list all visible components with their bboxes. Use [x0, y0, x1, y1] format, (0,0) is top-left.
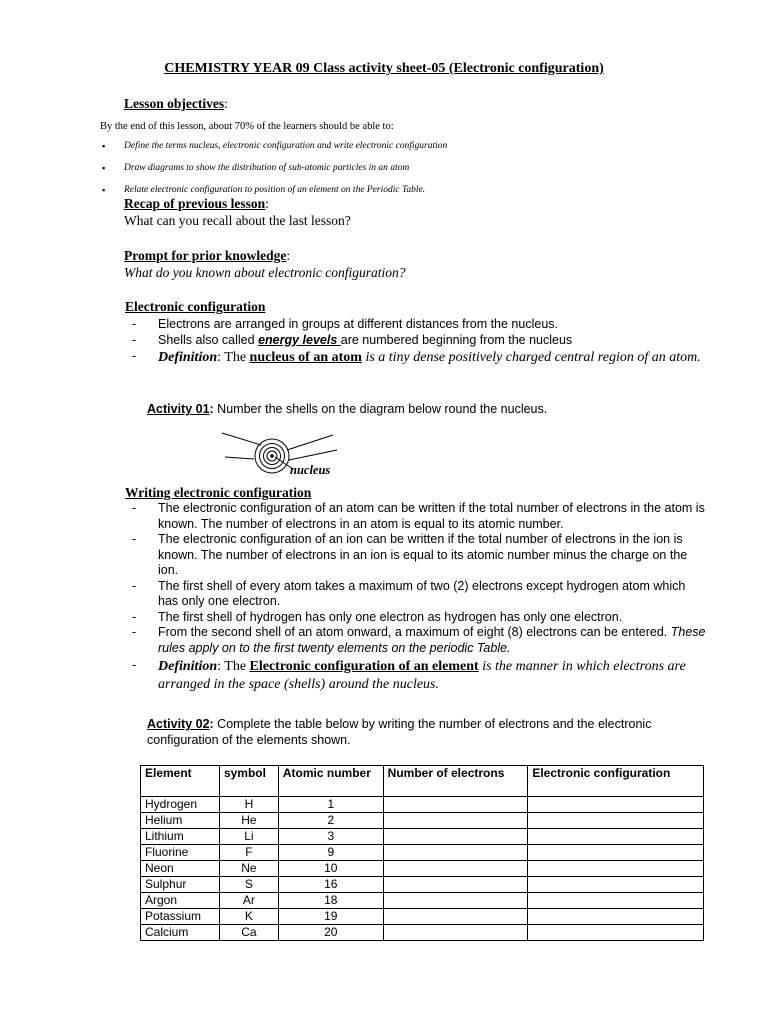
cell-number-of-electrons[interactable]	[383, 797, 528, 813]
objectives-intro: By the end of this lesson, about 70% of the learners should be able to:	[100, 121, 394, 132]
list-item: - The electronic configuration of an atom can be written if the total number of electrons in the atom is known. The number of electrons in an atom is equal to its atomic number.	[132, 501, 705, 531]
cell-electronic-configuration[interactable]	[528, 845, 704, 861]
cell-symbol: Ca	[219, 925, 278, 941]
nucleus-dot	[270, 454, 274, 458]
list-item: - From the second shell of an atom onward, a maximum of eight (8) electrons can be entered. These rules apply on to the first twenty elements on the periodic Table.	[132, 625, 706, 655]
list-item-text: The electronic configuration of an atom can be written if the total number of electrons in the atom is known. The number of electrons in an atom is equal to its atomic number.	[158, 501, 705, 531]
page-title: CHEMISTRY YEAR 09 Class activity sheet-05 (Electronic configuration)	[164, 61, 604, 76]
cell-number-of-electrons[interactable]	[383, 861, 528, 877]
cell-electronic-configuration[interactable]	[528, 909, 704, 925]
energy-levels-term: energy levels	[258, 332, 341, 347]
activity-01	[147, 402, 547, 416]
electronic-configuration-heading: Electronic configuration	[125, 299, 266, 314]
definition-colon: : The	[217, 350, 250, 365]
objectives-heading-colon: :	[224, 96, 228, 111]
table-row	[141, 797, 704, 813]
table-row	[141, 909, 704, 925]
column-header: Atomic number	[278, 766, 383, 797]
cell-symbol: Ar	[219, 893, 278, 909]
activity-02	[147, 716, 667, 748]
recap-heading-colon: :	[265, 196, 269, 211]
cell-number-of-electrons[interactable]	[383, 893, 528, 909]
column-header: Element	[141, 766, 220, 797]
cell-number-of-electrons[interactable]	[383, 845, 528, 861]
objective-item	[100, 141, 700, 163]
column-header: symbol	[219, 766, 278, 797]
list-item-text: From the second shell of an atom onward, a maximum of eight (8) electrons can be entered.	[158, 625, 671, 639]
cell-element: Calcium	[141, 925, 220, 941]
cell-number-of-electrons[interactable]	[383, 925, 528, 941]
prompt-heading: Prompt for prior knowledge	[124, 248, 287, 263]
list-item-text: The first shell of hydrogen has only one electron as hydrogen has only one electron.	[158, 609, 623, 624]
cell-atomic-number: 18	[278, 893, 383, 909]
cell-symbol: Ne	[219, 861, 278, 877]
definition-label: Definition	[158, 350, 218, 365]
cell-element: Fluorine	[141, 845, 220, 861]
activity-01-colon: :	[209, 402, 214, 416]
recap-text: What can you recall about the last lesson?	[124, 213, 351, 228]
definition-term: Electronic configuration of an element	[249, 659, 479, 674]
elements-table	[140, 765, 704, 941]
column-header: Number of electrons	[383, 766, 528, 797]
cell-number-of-electrons[interactable]	[383, 877, 528, 893]
list-item: - Shells also called energy levels are numbered beginning from the nucleus	[132, 332, 573, 347]
activity-02-text: Complete the table below by writing the number of electrons and the electronic configuration of the elements shown.	[147, 717, 652, 747]
objective-text: Define the terms nucleus, electronic configuration and write electronic configuration	[124, 141, 448, 151]
activity-02-label: Activity 02	[147, 717, 210, 731]
list-item-text: The first shell of every atom takes a maximum of two (2) electrons except hydrogen atom which has only one electron.	[158, 578, 686, 608]
list-item: - Electrons are arranged in groups at different distances from the nucleus.	[132, 317, 558, 331]
column-header: Electronic configuration	[528, 766, 704, 797]
electronic-configuration-list	[132, 317, 732, 367]
cell-symbol: S	[219, 877, 278, 893]
cell-symbol: F	[219, 845, 278, 861]
definition-item: - Definition: The nucleus of an atom is a tiny dense positively charged central region of an atom.	[132, 349, 701, 365]
cell-element: Argon	[141, 893, 220, 909]
definition-colon: : The	[217, 659, 250, 674]
nucleus-label: nucleus	[290, 463, 331, 477]
cell-electronic-configuration[interactable]	[528, 797, 704, 813]
prompt-heading-colon: :	[286, 248, 291, 263]
definition-label: Definition	[158, 659, 218, 674]
cell-atomic-number: 16	[278, 877, 383, 893]
table-row	[141, 845, 704, 861]
table-row	[141, 925, 704, 941]
activity-01-label: Activity 01	[147, 402, 210, 416]
table-header-row	[141, 766, 704, 797]
table-row	[141, 893, 704, 909]
list-item-text: Electrons are arranged in groups at different distances from the nucleus.	[158, 317, 558, 331]
objective-item	[100, 163, 700, 185]
activity-02-colon: :	[209, 717, 214, 731]
cell-element: Helium	[141, 813, 220, 829]
pointer-line	[289, 450, 337, 460]
list-item: - The first shell of hydrogen has only one electron as hydrogen has only one electron.	[132, 609, 623, 624]
bullet-icon: ▪	[102, 185, 106, 195]
cell-element: Hydrogen	[141, 797, 220, 813]
objectives-heading: Lesson objectives	[124, 96, 225, 111]
cell-element: Lithium	[141, 829, 220, 845]
list-item: - The first shell of every atom takes a maximum of two (2) electrons except hydrogen atom which has only one electron.	[132, 578, 686, 608]
table-row	[141, 861, 704, 877]
list-item-italic-text: These rules apply on to the first twenty elements on the periodic Table.	[158, 625, 706, 655]
cell-symbol: He	[219, 813, 278, 829]
list-item-text: Shells also called	[158, 332, 259, 347]
cell-electronic-configuration[interactable]	[528, 813, 704, 829]
prompt-text: What do you known about electronic configuration?	[124, 265, 406, 280]
objective-text: Draw diagrams to show the distribution of sub-atomic particles in an atom	[124, 163, 410, 173]
bullet-icon: ▪	[102, 141, 106, 151]
cell-atomic-number: 20	[278, 925, 383, 941]
cell-electronic-configuration[interactable]	[528, 925, 704, 941]
cell-symbol: K	[219, 909, 278, 925]
list-item-text: are numbered beginning from the nucleus	[340, 332, 573, 347]
cell-element: Sulphur	[141, 877, 220, 893]
recap-heading-line	[124, 196, 269, 212]
cell-element: Neon	[141, 861, 220, 877]
activity-01-text: Number the shells on the diagram below round the nucleus.	[213, 402, 548, 416]
cell-atomic-number: 1	[278, 797, 383, 813]
cell-symbol: H	[219, 797, 278, 813]
cell-atomic-number: 10	[278, 861, 383, 877]
table-row	[141, 877, 704, 893]
table-row	[141, 829, 704, 845]
writing-heading: Writing electronic configuration	[125, 485, 312, 500]
cell-electronic-configuration[interactable]	[528, 877, 704, 893]
cell-atomic-number: 19	[278, 909, 383, 925]
writing-list	[132, 501, 707, 694]
cell-atomic-number: 2	[278, 813, 383, 829]
cell-atomic-number: 9	[278, 845, 383, 861]
cell-number-of-electrons[interactable]	[383, 829, 528, 845]
list-item: - The electronic configuration of an ion can be written if the total number of electrons in the ion is known. The number of electrons in an ion is equal to its atomic number minus the charge on the ion.	[132, 532, 688, 577]
recap-heading: Recap of previous lesson	[124, 196, 266, 211]
definition-term: nucleus of an atom	[249, 350, 362, 365]
objectives-heading-line	[124, 96, 228, 112]
definition-item: - Definition: The Electronic configuration of an element is the manner in which electrons are arranged in the space (shells) around the nucleus.	[132, 658, 686, 692]
cell-electronic-configuration[interactable]	[528, 893, 704, 909]
table-row	[141, 813, 704, 829]
definition-text: is the manner in which electrons are arranged in the space (shells) around the nucleus.	[158, 659, 686, 692]
definition-text: is a tiny dense positively charged central region of an atom.	[361, 350, 701, 365]
cell-number-of-electrons[interactable]	[383, 813, 528, 829]
bullet-icon: ▪	[102, 163, 106, 173]
objective-text: Relate electronic configuration to position of an element on the Periodic Table.	[124, 185, 426, 195]
cell-electronic-configuration[interactable]	[528, 829, 704, 845]
cell-atomic-number: 3	[278, 829, 383, 845]
cell-number-of-electrons[interactable]	[383, 909, 528, 925]
cell-electronic-configuration[interactable]	[528, 861, 704, 877]
pointer-line	[287, 435, 333, 450]
cell-element: Potassium	[141, 909, 220, 925]
list-item-text: The electronic configuration of an ion can be written if the total number of electrons in the ion is known. The number of electrons in an ion is equal to its atomic number minus the charge on the ion.	[158, 532, 688, 577]
pointer-line	[225, 457, 254, 459]
pointer-line	[222, 433, 261, 445]
prompt-heading-line	[124, 248, 290, 264]
cell-symbol: Li	[219, 829, 278, 845]
